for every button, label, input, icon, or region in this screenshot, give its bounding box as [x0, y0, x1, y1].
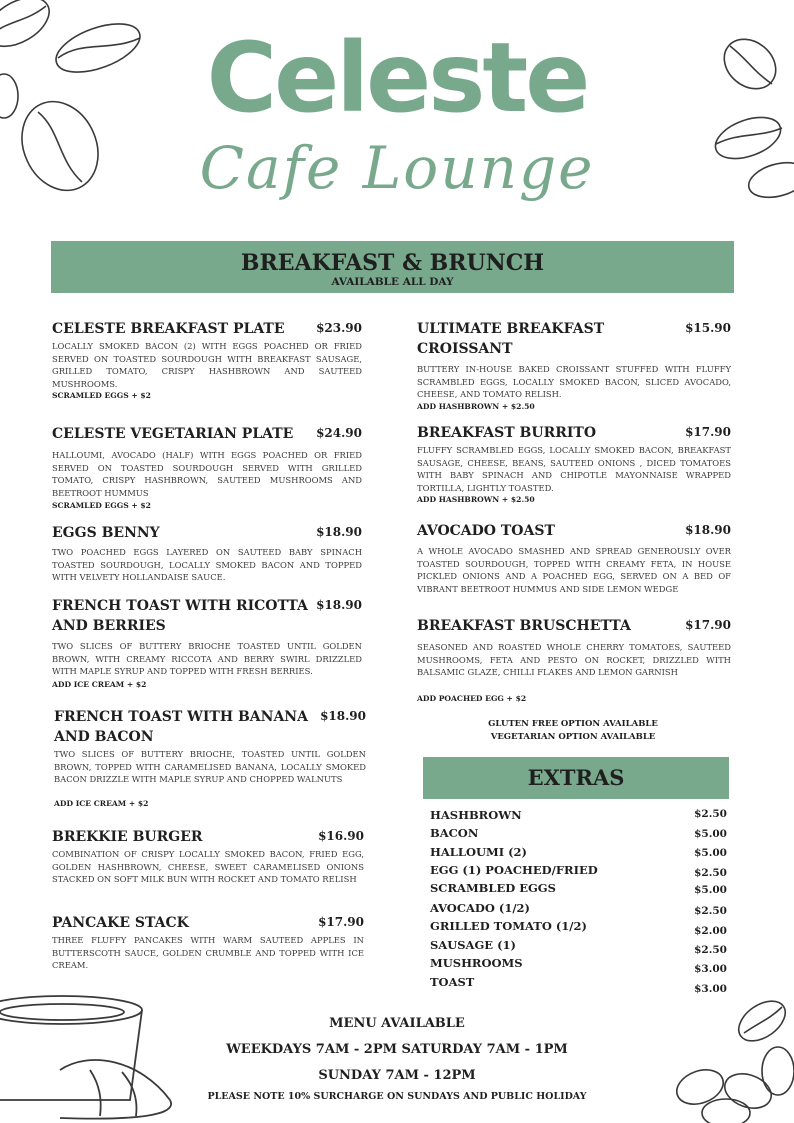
item-addon: ADD ICE CREAM + $2 [54, 799, 149, 808]
footer-menu-available: MENU AVAILABLE [329, 1016, 465, 1031]
section-title: BREAKFAST & BRUNCH [240, 250, 545, 276]
extra-item-price: $5.00 [694, 847, 727, 859]
menu-item [52, 827, 364, 899]
extra-item-price: $2.50 [694, 808, 727, 820]
footer-sunday-hours: SUNDAY 7AM - 12PM [318, 1068, 476, 1083]
item-name: CELESTE VEGETARIAN PLATE [52, 426, 294, 442]
menu-item [52, 523, 362, 587]
item-price: $17.90 [685, 425, 731, 439]
extra-item-name: SAUSAGE (1) [430, 938, 516, 952]
item-name: FRENCH TOAST WITH BANANA [54, 709, 308, 725]
extra-item-name: BACON [430, 826, 479, 840]
menu-item [52, 319, 362, 405]
item-description: BUTTERY IN-HOUSE BAKED CROISSANT STUFFED WITH FLUFFY SCRAMBLED EGGS, LOCALLY SMOKED BACON, SLICED AVOCADO, CHEESE, AND TOMATO RELISH. [417, 364, 731, 400]
item-addon: ADD HASHBROWN + $2.50 [417, 402, 535, 411]
item-addon: SCRAMLED EGGS + $2 [52, 501, 151, 510]
item-name-line2: AND BACON [54, 729, 154, 745]
item-name: EGGS BENNY [52, 525, 160, 541]
extra-item-name: TOAST [430, 975, 475, 989]
item-name-line2: CROISSANT [417, 341, 513, 357]
footer-weekday-hours: WEEKDAYS 7AM - 2PM SATURDAY 7AM - 1PM [226, 1042, 568, 1057]
item-name: PANCAKE STACK [52, 915, 189, 931]
extra-item-price: $3.00 [694, 963, 727, 975]
footer-surcharge-note: PLEASE NOTE 10% SURCHARGE ON SUNDAYS AND PUBLIC HOLIDAY [207, 1091, 587, 1102]
menu-item [417, 319, 731, 415]
item-price: $18.90 [316, 598, 362, 612]
item-price: $17.90 [685, 618, 731, 632]
section-header-band [51, 241, 734, 293]
extra-item-name: HASHBROWN [430, 808, 522, 822]
item-price: $18.90 [685, 523, 731, 537]
brand-logo: Celeste [206, 22, 588, 134]
item-name: FRENCH TOAST WITH RICOTTA [52, 598, 308, 614]
item-name: BREAKFAST BURRITO [417, 425, 597, 441]
item-price: $23.90 [316, 321, 362, 335]
item-name: AVOCADO TOAST [417, 523, 555, 539]
item-price: $18.90 [316, 525, 362, 539]
extra-item-name: GRILLED TOMATO (1/2) [430, 919, 587, 933]
menu-item [52, 913, 364, 973]
item-name: BREAKFAST BRUSCHETTA [417, 618, 631, 634]
item-price: $15.90 [685, 321, 731, 335]
gluten-free-note: GLUTEN FREE OPTION AVAILABLE [488, 719, 658, 729]
item-description: HALLOUMI, AVOCADO (HALF) WITH EGGS POACHED OR FRIED SERVED ON TOASTED SOURDOUGH SERVED WITH GRILLED TOMATO, CRISPY HASHBROWN, SAUTEED MUSHROOMS AND BEETROOT HUMMUS [52, 450, 362, 498]
item-description: TWO SLICES OF BUTTERY BRIOCHE TOASTED UNTIL GOLDEN BROWN, WITH CREAMY RICCOTA AND BERRY SWIRL DRIZZLED WITH MAPLE SYRUP AND TOPPED WITH FRESH BERRIES. [52, 641, 362, 677]
item-description: SEASONED AND ROASTED WHOLE CHERRY TOMATOES, SAUTEED MUSHROOMS, FETA AND PESTO ON ROCKET, DRIZZLED WITH BALSAMIC GLAZE, CHILLI FLAKES AND LEMON GARNISH [417, 642, 731, 678]
extra-item-name: AVOCADO (1/2) [430, 901, 530, 915]
item-name: CELESTE BREAKFAST PLATE [52, 321, 285, 337]
item-addon: ADD POACHED EGG + $2 [417, 694, 527, 703]
menu-item [417, 521, 731, 597]
extra-item-price: $2.50 [694, 944, 727, 956]
menu-item [52, 424, 362, 516]
item-price: $24.90 [316, 426, 362, 440]
brand-subtitle: Cafe Lounge [199, 134, 595, 202]
item-name: BREKKIE BURGER [52, 829, 203, 845]
vegetarian-note: VEGETARIAN OPTION AVAILABLE [490, 732, 656, 742]
section-subtitle: AVAILABLE ALL DAY [331, 276, 454, 288]
item-name-line2: AND BERRIES [52, 618, 166, 634]
extra-item-name: HALLOUMI (2) [430, 845, 528, 859]
extra-item-name: SCRAMBLED EGGS [430, 881, 556, 895]
item-description: THREE FLUFFY PANCAKES WITH WARM SAUTEED APPLES IN BUTTERSCOTH SAUCE, GOLDEN CRUMBLE AND TOPPED WITH ICE CREAM. [52, 935, 364, 971]
extra-item-price: $2.00 [694, 925, 727, 937]
extra-item-price: $3.00 [694, 983, 727, 995]
extras-header-band [423, 757, 729, 799]
menu-item [54, 707, 366, 813]
menu-item [52, 596, 362, 692]
item-addon: SCRAMLED EGGS + $2 [52, 391, 151, 400]
extra-item-name: EGG (1) POACHED/FRIED [430, 863, 598, 877]
item-price: $18.90 [320, 709, 366, 723]
menu-item [417, 616, 731, 706]
item-description: COMBINATION OF CRISPY LOCALLY SMOKED BACON, FRIED EGG, GOLDEN HASHBROWN, CHEESE, SWEET CARAMELISED ONIONS STACKED ON SOFT MILK BUN WITH ROCKET AND TOMATO RELISH [52, 849, 364, 885]
item-description: TWO SLICES OF BUTTERY BRIOCHE, TOASTED UNTIL GOLDEN BROWN, TOPPED WITH CARAMELISED BANANA, LOCALLY SMOKED BACON DRIZZLE WITH MAPLE SYRUP AND CHOPPED WALNUTS [54, 749, 366, 785]
extras-title: EXTRAS [527, 765, 625, 790]
menu-item [417, 423, 731, 507]
extra-item-name: MUSHROOMS [430, 956, 523, 970]
item-addon: ADD HASHBROWN + $2.50 [417, 495, 535, 504]
extra-item-price: $5.00 [694, 884, 727, 896]
item-addon: ADD ICE CREAM + $2 [52, 680, 147, 689]
item-description: TWO POACHED EGGS LAYERED ON SAUTEED BABY SPINACH TOASTED SOURDOUGH, LOCALLY SMOKED BACON AND TOPPED WITH VELVETY HOLLANDAISE SAUCE. [52, 547, 362, 583]
item-price: $17.90 [318, 915, 364, 929]
item-description: A WHOLE AVOCADO SMASHED AND SPREAD GENEROUSLY OVER TOASTED SOURDOUGH, TOPPED WITH CREAMY FETA, IN HOUSE PICKLED ONIONS AND A POACHED EGG, SERVED ON A BED OF VIBRANT BEETROOT HUMMUS AND SIDE LEMON WEDGE [417, 546, 731, 594]
extra-item-price: $2.50 [694, 867, 727, 879]
extra-item-price: $2.50 [694, 905, 727, 917]
item-name: ULTIMATE BREAKFAST [417, 321, 605, 337]
extra-item-price: $5.00 [694, 828, 727, 840]
item-price: $16.90 [318, 829, 364, 843]
item-description: FLUFFY SCRAMBLED EGGS, LOCALLY SMOKED BACON, BREAKFAST SAUSAGE, CHEESE, BEANS, SAUTEED ONIONS , DICED TOMATOES WITH BABY SPINACH AND CHIPOTLE MAYONNAISE WRAPPED TORTILLA, LIGHTLY TOASTED. [417, 445, 731, 493]
item-description: LOCALLY SMOKED BACON (2) WITH EGGS POACHED OR FRIED SERVED ON TOASTED SOURDOUGH WITH BREAKFAST SAUSAGE, GRILLED TOMATO, CRISPY HASHBROWN AND SAUTEED MUSHROOMS. [52, 341, 362, 389]
